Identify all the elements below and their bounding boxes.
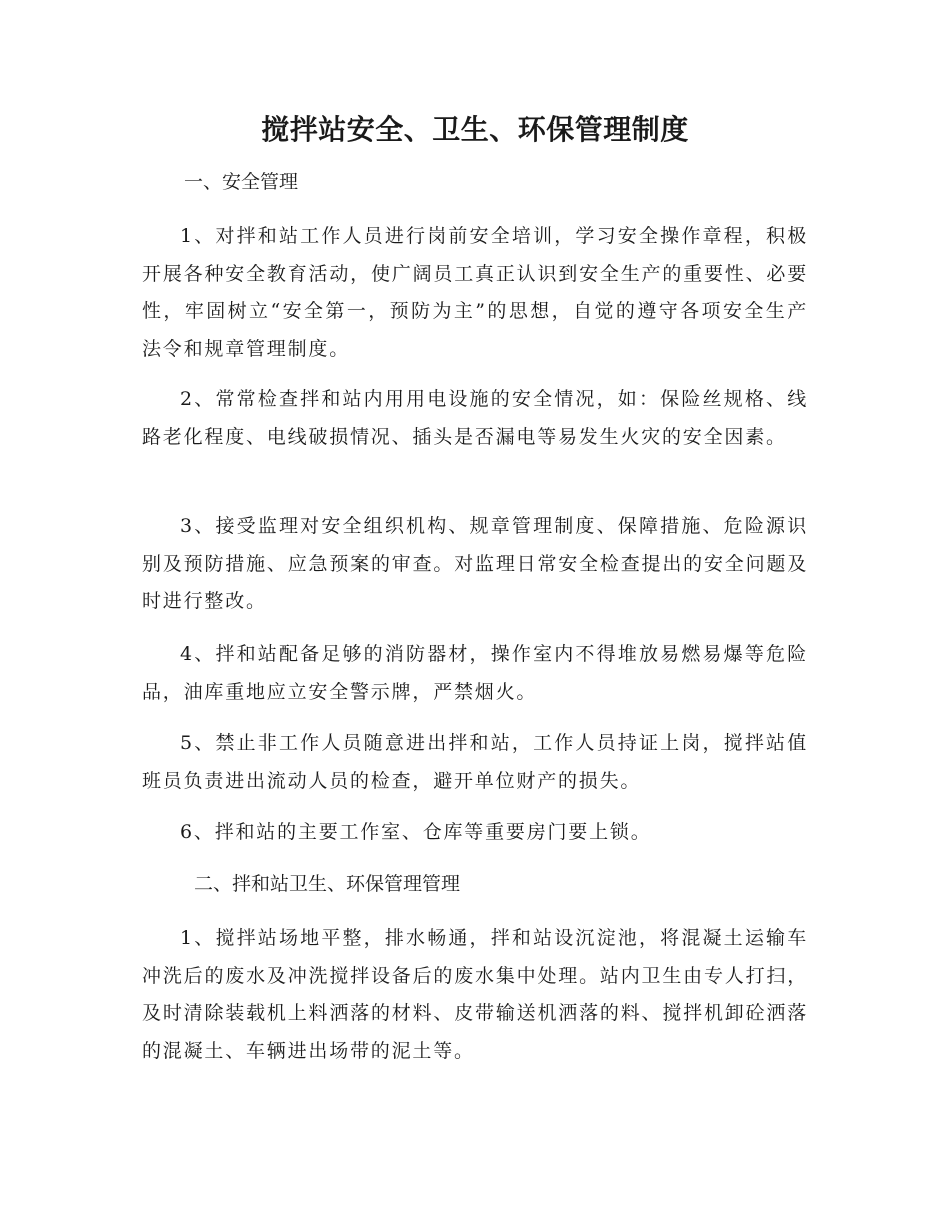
paragraph: 4、拌和站配备足够的消防器材，操作室内不得堆放易燃易爆等危险品，油库重地应立安全警示牌，严禁烟火。 bbox=[142, 643, 808, 703]
section-heading-safety: 一、安全管理 bbox=[184, 171, 299, 193]
paragraph: 1、搅拌站场地平整，排水畅通，拌和站设沉淀池，将混凝土运输车冲洗后的废水及冲洗搅拌设备后的废水集中处理。站内卫生由专人打扫，及时清除装载机上料洒落的材料、皮带输送机洒落的料、搅拌机卸砼洒落的混凝土、车辆进出场带的泥土等。 bbox=[142, 927, 808, 1062]
paragraph: 2、常常检查拌和站内用用电设施的安全情况，如：保险丝规格、线路老化程度、电线破损情况、插头是否漏电等易发生火灾的安全因素。 bbox=[142, 388, 808, 448]
paragraph: 3、接受监理对安全组织机构、规章管理制度、保障措施、危险源识别及预防措施、应急预案的审查。对监理日常安全检查提出的安全问题及时进行整改。 bbox=[142, 515, 808, 612]
section-heading-hygiene-environment: 二、拌和站卫生、环保管理管理 bbox=[194, 873, 461, 895]
paragraph: 5、禁止非工作人员随意进出拌和站，工作人员持证上岗，搅拌站值班员负责进出流动人员的检查，避开单位财产的损失。 bbox=[142, 732, 808, 792]
paragraph: 6、拌和站的主要工作室、仓库等重要房门要上锁。 bbox=[180, 821, 652, 843]
document-title: 搅拌站安全、卫生、环保管理制度 bbox=[261, 113, 689, 146]
paragraph: 1、对拌和站工作人员进行岗前安全培训，学习安全操作章程，积极开展各种安全教育活动，使广阔员工真正认识到安全生产的重要性、必要性，牢固树立“安全第一，预防为主”的思想，自觉的遵守各项安全生产法令和规章管理制度。 bbox=[142, 225, 808, 360]
